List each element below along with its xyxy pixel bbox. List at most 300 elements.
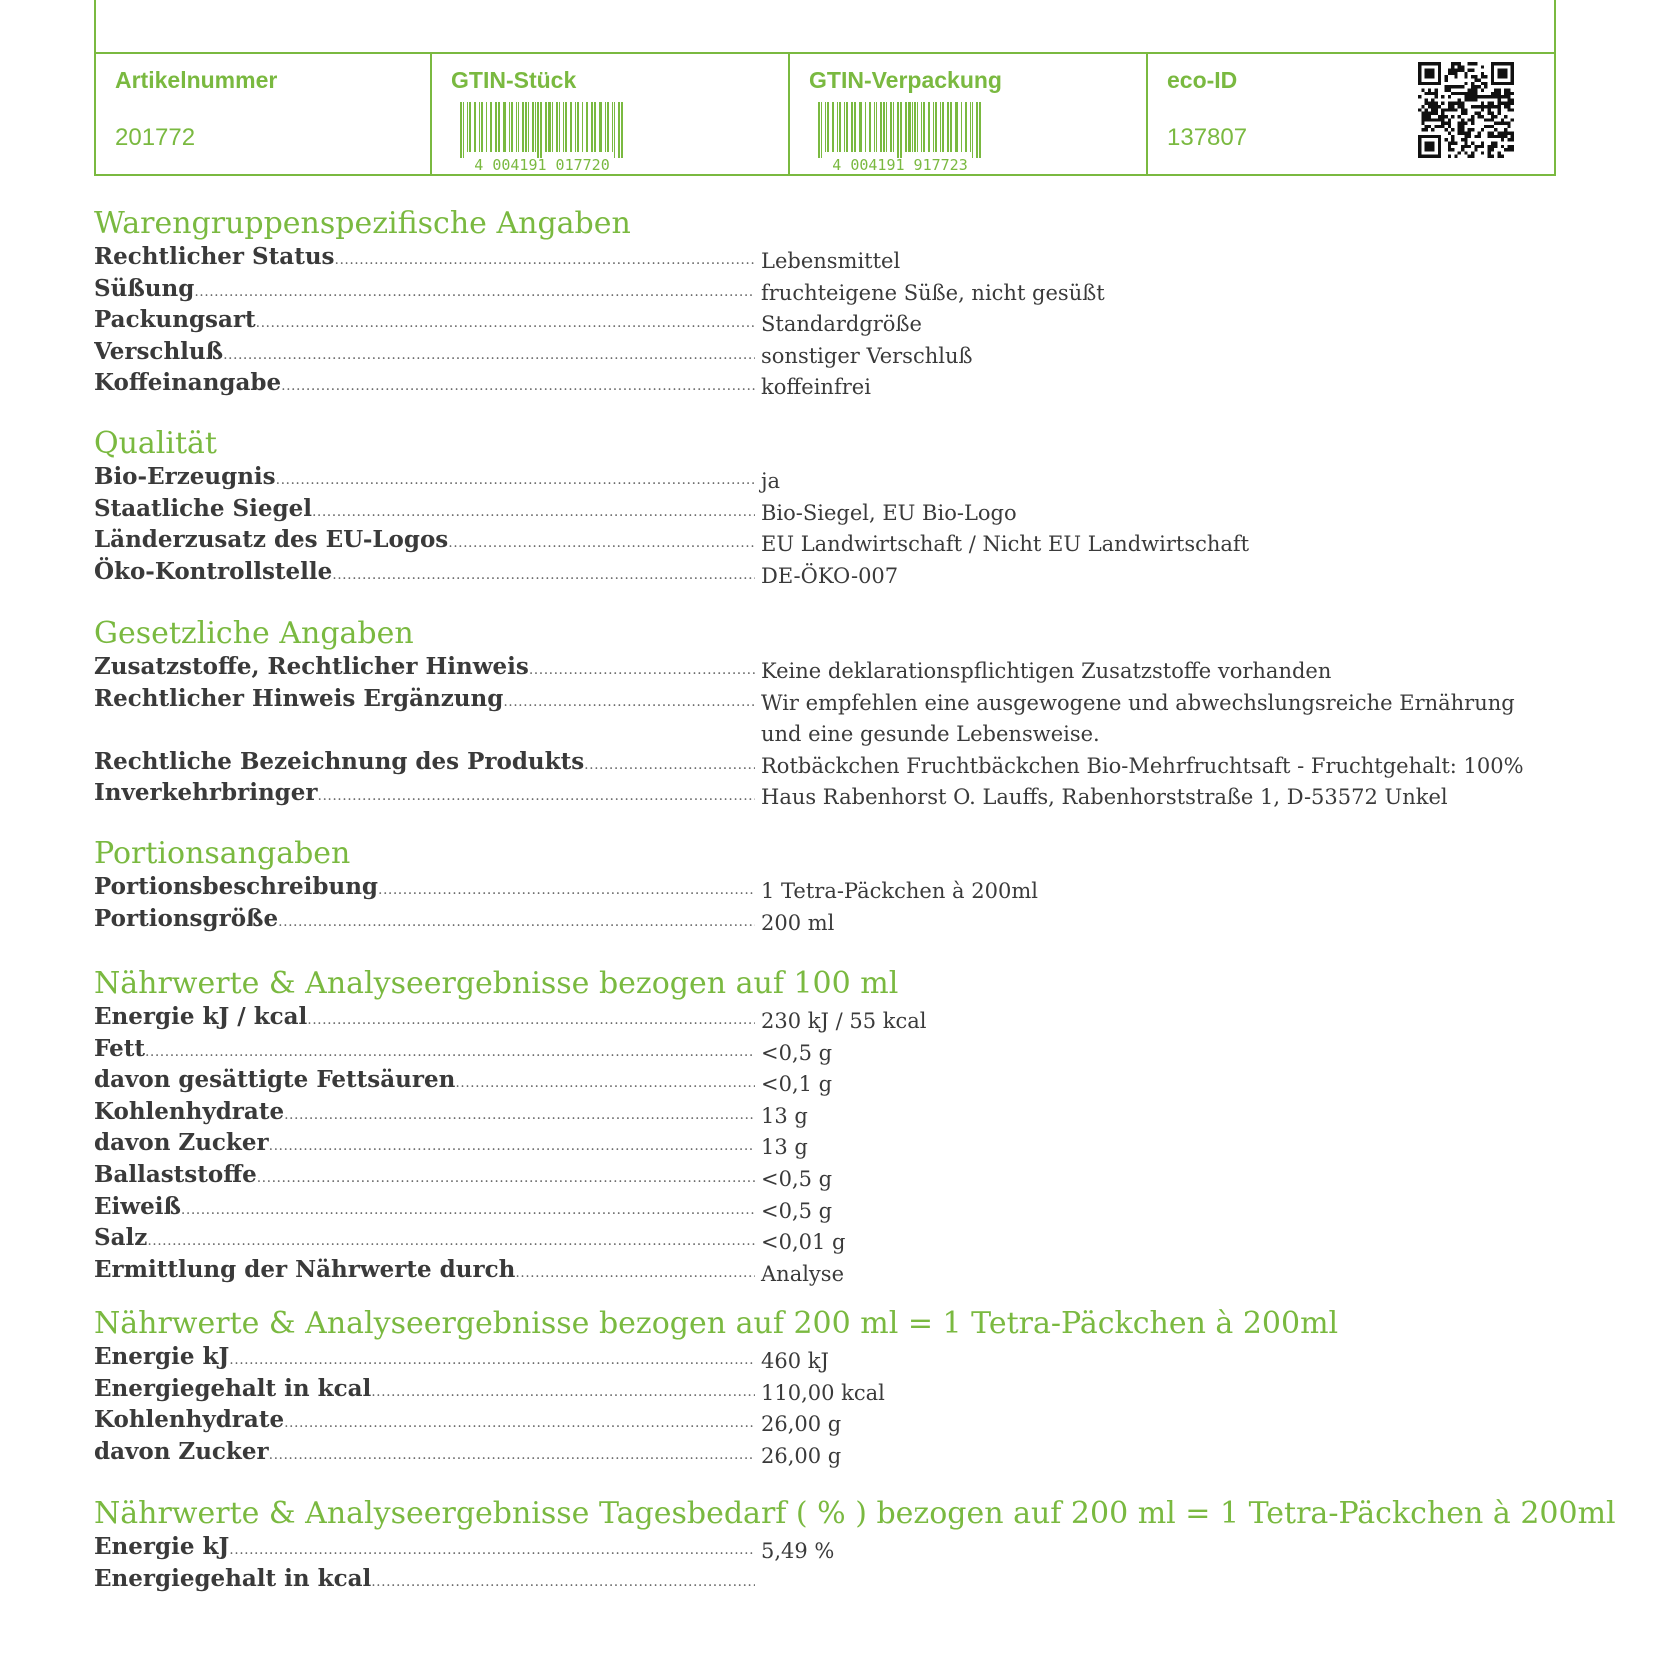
qr-module [1497,92,1500,95]
qr-module [1497,135,1500,138]
barcode-bar [586,102,588,152]
qr-module [1481,95,1484,98]
qr-module [1484,118,1487,121]
barcode-bar [844,102,845,152]
spec-value: <0,1 g [761,1072,833,1097]
spec-value: Standardgröße [761,312,922,337]
spec-value: 5,49 % [761,1539,835,1563]
spec-label-text: Rechtlicher Status [94,243,335,270]
section-6 [94,1496,1616,1595]
qr-module [1488,151,1491,154]
qr-module [1471,118,1474,121]
artikelnummer-label: Artikelnummer [115,67,278,93]
spec-label-text: Ermittlung der Nährwerte durch [94,1255,516,1283]
qr-module [1444,88,1447,91]
qr-module [1444,79,1447,82]
qr-module [1451,115,1454,118]
qr-module [1507,92,1510,95]
qr-module [1497,95,1500,98]
spec-value: Lebensmittel [761,249,901,273]
qr-module [1425,108,1428,111]
barcode-bar [481,102,483,152]
qr-module [1468,69,1471,72]
barcode-bar [837,102,838,152]
barcode-bar [556,102,558,152]
barcode-bar [883,102,885,152]
qr-module [1491,141,1494,144]
barcode-bar [905,102,907,152]
qr-module [1468,88,1471,91]
qr-module [1494,88,1497,91]
qr-module [1507,98,1510,101]
barcode-bar [976,102,978,158]
qr-module [1488,118,1491,121]
qr-module [1448,148,1451,151]
qr-module [1471,75,1474,78]
qr-module [1481,65,1484,68]
qr-module [1507,95,1510,98]
qr-module [1468,128,1471,131]
qr-module [1491,115,1494,118]
spec-value: <0,01 g [761,1230,846,1255]
qr-module [1454,75,1457,78]
spec-label [94,1564,755,1597]
qr-module [1441,125,1444,128]
qr-module [1481,88,1484,91]
barcode-bar [859,102,862,152]
barcode-bar [897,102,899,158]
qr-module [1511,118,1514,121]
qr-module [1438,105,1441,108]
qr-module [1444,122,1447,125]
barcode-bar [940,102,941,152]
qr-module [1461,145,1464,148]
qr-module [1435,88,1438,91]
qr-module [1488,125,1491,128]
spec-value: <0,5 g [761,1166,833,1191]
identifier-row [96,52,1554,174]
spec-label-text: Verschluß [94,337,224,365]
artikelnummer-cell [96,54,432,174]
qr-module [1431,128,1434,131]
section-2 [94,616,1554,810]
qr-module [1504,88,1507,91]
barcode-bar [535,102,536,152]
qr-module [1448,72,1451,75]
spec-row [94,1002,1554,1034]
qr-module [1491,105,1494,108]
spec-value: sonstiger Verschluß [761,343,973,368]
qr-module [1435,112,1438,115]
qr-module [1474,95,1477,98]
qr-module [1471,151,1474,154]
qr-module [1511,138,1514,141]
spec-value: fruchteigene Süße, nicht gesüßt [761,280,1105,305]
section-title: Portionsangaben [94,836,351,871]
qr-module [1488,132,1491,135]
gtin-verpackung-label: GTIN-Verpackung [809,67,1002,93]
barcode-bar [972,102,973,158]
barcode-bar [525,102,527,152]
qr-module [1451,62,1454,65]
spec-row [94,1097,1554,1129]
spec-label [94,1342,755,1375]
qr-module [1478,105,1481,108]
qr-module [1418,95,1421,98]
section-1 [94,426,1554,588]
qr-module [1468,95,1471,98]
qr-module [1491,102,1494,105]
spec-label-text: Packungsart [94,306,256,334]
qr-module [1451,108,1454,111]
qr-module [1478,79,1481,82]
qr-code-icon [1418,62,1514,158]
qr-module [1471,82,1474,85]
qr-module [1454,92,1457,95]
qr-module [1507,102,1510,105]
spec-label-text: Koffeinangabe [94,369,282,397]
qr-module [1464,72,1467,75]
qr-module [1481,105,1484,108]
spec-value: 110,00 kcal [761,1380,885,1405]
barcode-bar [865,102,866,152]
barcode-bar [577,102,579,152]
spec-label-text: Inverkehrbringer [94,779,318,807]
qr-module [1451,65,1454,68]
spec-value: 200 ml [761,910,835,935]
qr-module [1504,148,1507,151]
qr-module [1474,79,1477,82]
spec-row [94,274,1554,306]
barcode-bar [565,102,567,152]
qr-module [1435,125,1438,128]
qr-module [1481,102,1484,105]
qr-module [1507,148,1510,151]
qr-module [1474,135,1477,138]
qr-module [1471,155,1474,158]
spec-label [94,494,755,527]
barcode-bar [839,102,841,152]
qr-module [1464,108,1467,111]
qr-module [1484,95,1487,98]
gtin-stueck-barcode [452,92,632,172]
spec-label [94,557,755,590]
spec-label-text: Fett [94,1034,145,1062]
section-3 [94,836,1554,935]
qr-module [1488,148,1491,151]
qr-module [1504,92,1507,95]
qr-module [1435,118,1438,121]
spec-label-text: Rechtliche Bezeichnung des Produkts [94,747,585,775]
qr-module [1421,128,1424,131]
qr-module [1468,132,1471,135]
qr-module [1484,105,1487,108]
barcode-bar [880,102,882,152]
qr-module [1497,112,1500,115]
qr-module [1444,108,1447,111]
artikelnummer-value: 201772 [115,124,196,151]
qr-module [1471,105,1474,108]
barcode-bar [893,102,894,152]
qr-module [1428,88,1431,91]
spec-value: koffeinfrei [761,375,871,400]
qr-module [1478,85,1481,88]
qr-module [1468,62,1471,65]
qr-module [1507,138,1510,141]
qr-module [1491,155,1494,158]
qr-module [1435,102,1438,105]
qr-module [1438,118,1441,121]
qr-module [1458,62,1461,65]
qr-module [1464,82,1467,85]
spec-label [94,747,755,780]
spec-label [94,242,755,275]
qr-module [1488,95,1491,98]
spec-label-text: Bio-Erzeugnis [94,463,276,490]
spec-row [94,557,1554,589]
qr-module [1511,92,1514,95]
spec-row [94,872,1554,904]
spec-label [94,368,755,401]
barcode-bar [912,102,913,152]
barcode-bar [528,102,529,152]
qr-module [1478,135,1481,138]
qr-module [1448,108,1451,111]
qr-module [1511,108,1514,111]
qr-finder [1425,69,1435,79]
spec-row [94,1255,1554,1287]
barcode-bar [570,102,572,152]
barcode-bar [509,102,510,152]
barcode-bar [467,102,468,152]
qr-module [1444,75,1447,78]
qr-module [1421,105,1424,108]
qr-module [1504,128,1507,131]
qr-module [1451,72,1454,75]
section-5 [94,1306,1554,1468]
qr-module [1461,118,1464,121]
barcode-bar [503,102,506,152]
spec-label-text: davon gesättigte Fettsäuren [94,1066,456,1094]
spec-label [94,778,755,811]
qr-module [1474,98,1477,101]
qr-module [1474,85,1477,88]
section-title: Nährwerte & Analyseergebnisse Tagesbedarf ( % ) bezogen auf 200 ml = 1 Tetra-Päckchen à 200ml [94,1496,1616,1531]
barcode-bar [474,102,476,152]
qr-module [1501,102,1504,105]
qr-module [1471,88,1474,91]
qr-module [1494,141,1497,144]
qr-module [1474,145,1477,148]
qr-module [1461,128,1464,131]
qr-module [1464,95,1467,98]
qr-module [1491,95,1494,98]
qr-module [1435,95,1438,98]
section-title: Warengruppenspezifische Angaben [94,206,631,241]
qr-module [1461,132,1464,135]
qr-module [1425,125,1428,128]
qr-module [1441,115,1444,118]
qr-module [1418,108,1421,111]
spec-label-text: Eiweiß [94,1192,181,1220]
barcode-bar [933,102,934,152]
qr-module [1428,102,1431,105]
qr-module [1484,125,1487,128]
qr-module [1468,155,1471,158]
barcode-bar [854,102,856,152]
qr-module [1504,102,1507,105]
barcode-bar [460,102,462,158]
barcode-bar [935,102,937,152]
spec-row [94,305,1554,337]
qr-module [1458,132,1461,135]
qr-module [1497,105,1500,108]
qr-module [1438,115,1441,118]
barcode-bar [511,102,513,152]
qr-module [1428,118,1431,121]
spec-row [94,1532,1554,1564]
spec-row [94,1192,1554,1224]
qr-module [1497,155,1500,158]
qr-module [1441,102,1444,105]
barcode-bar [832,102,834,152]
qr-module [1484,82,1487,85]
qr-module [1425,102,1428,105]
qr-module [1504,95,1507,98]
qr-module [1458,65,1461,68]
qr-module [1471,92,1474,95]
product-header-box [94,0,1556,176]
spec-label [94,652,755,685]
qr-module [1491,118,1494,121]
spec-label-text: Süßung [94,274,195,302]
barcode-bar [908,102,911,152]
section-4 [94,966,1554,1286]
qr-module [1454,72,1457,75]
qr-module [1511,98,1514,101]
spec-row [94,242,1554,274]
section-0 [94,206,1554,400]
qr-module [1478,112,1481,115]
qr-module [1421,118,1424,121]
qr-module [1468,145,1471,148]
qr-module [1421,115,1424,118]
qr-module [1421,112,1424,115]
gtin-stueck-label: GTIN-Stück [451,67,577,93]
qr-module [1448,125,1451,128]
gtin-verpackung-digits: 4 004191 917723 [832,156,968,172]
spec-value: Keine deklarationspflichtigen Zusatzstoffe vorhanden [761,659,1332,683]
spec-label [94,1065,755,1098]
qr-module [1454,69,1457,72]
spec-label [94,684,755,717]
qr-module [1448,141,1451,144]
spec-label [94,274,755,307]
spec-label-text: Salz [94,1224,148,1252]
qr-module [1464,138,1467,141]
qr-module [1507,132,1510,135]
barcode-bar [914,102,916,152]
qr-module [1471,122,1474,125]
qr-module [1428,112,1431,115]
qr-module [1461,122,1464,125]
qr-module [1431,112,1434,115]
qr-module [1468,98,1471,101]
qr-module [1458,122,1461,125]
spec-label-text: Staatliche Siegel [94,494,312,522]
qr-module [1507,122,1510,125]
spec-row [94,1223,1554,1255]
qr-module [1501,138,1504,141]
qr-module [1451,141,1454,144]
spec-label [94,462,755,495]
spec-label-text: Energiegehalt in kcal [94,1564,372,1592]
barcode-bar [591,102,593,152]
spec-row [94,1065,1554,1097]
qr-module [1421,122,1424,125]
qr-module [1494,105,1497,108]
spec-label-text: Portionsgröße [94,904,279,932]
barcode-bar [486,102,487,152]
qr-module [1484,75,1487,78]
qr-module [1451,85,1454,88]
qr-module [1448,95,1451,98]
spec-row [94,337,1554,369]
barcode-bar [522,102,524,152]
qr-module [1461,65,1464,68]
qr-module [1448,102,1451,105]
barcode-bar [599,102,602,152]
spec-row [94,462,1554,494]
qr-module [1471,141,1474,144]
barcode-bar [965,102,967,152]
qr-module [1501,95,1504,98]
qr-module [1428,92,1431,95]
barcode-bar [621,102,623,158]
barcode-bar [612,102,613,152]
qr-module [1474,105,1477,108]
spec-row [94,1034,1554,1066]
qr-module [1468,92,1471,95]
qr-module [1494,122,1497,125]
qr-module [1454,102,1457,105]
qr-module [1488,108,1491,111]
spec-row [94,778,1554,810]
qr-module [1474,112,1477,115]
qr-module [1431,98,1434,101]
qr-module [1501,118,1504,121]
qr-module [1448,88,1451,91]
qr-module [1431,92,1434,95]
section-title: Nährwerte & Analyseergebnisse bezogen auf 200 ml = 1 Tetra-Päckchen à 200ml [94,1306,1339,1341]
qr-module [1478,132,1481,135]
spec-label-text: Energie kJ [94,1533,230,1560]
qr-module [1501,145,1504,148]
qr-module [1448,132,1451,135]
qr-module [1491,148,1494,151]
qr-module [1431,105,1434,108]
qr-module [1497,132,1500,135]
spec-label [94,1034,755,1067]
qr-module [1464,141,1467,144]
spec-value: 460 kJ [761,1349,829,1373]
qr-module [1474,75,1477,78]
spec-row [94,368,1554,400]
spec-value: 13 g [761,1135,808,1160]
qr-module [1461,125,1464,128]
barcode-bar [825,102,826,152]
qr-module [1481,115,1484,118]
